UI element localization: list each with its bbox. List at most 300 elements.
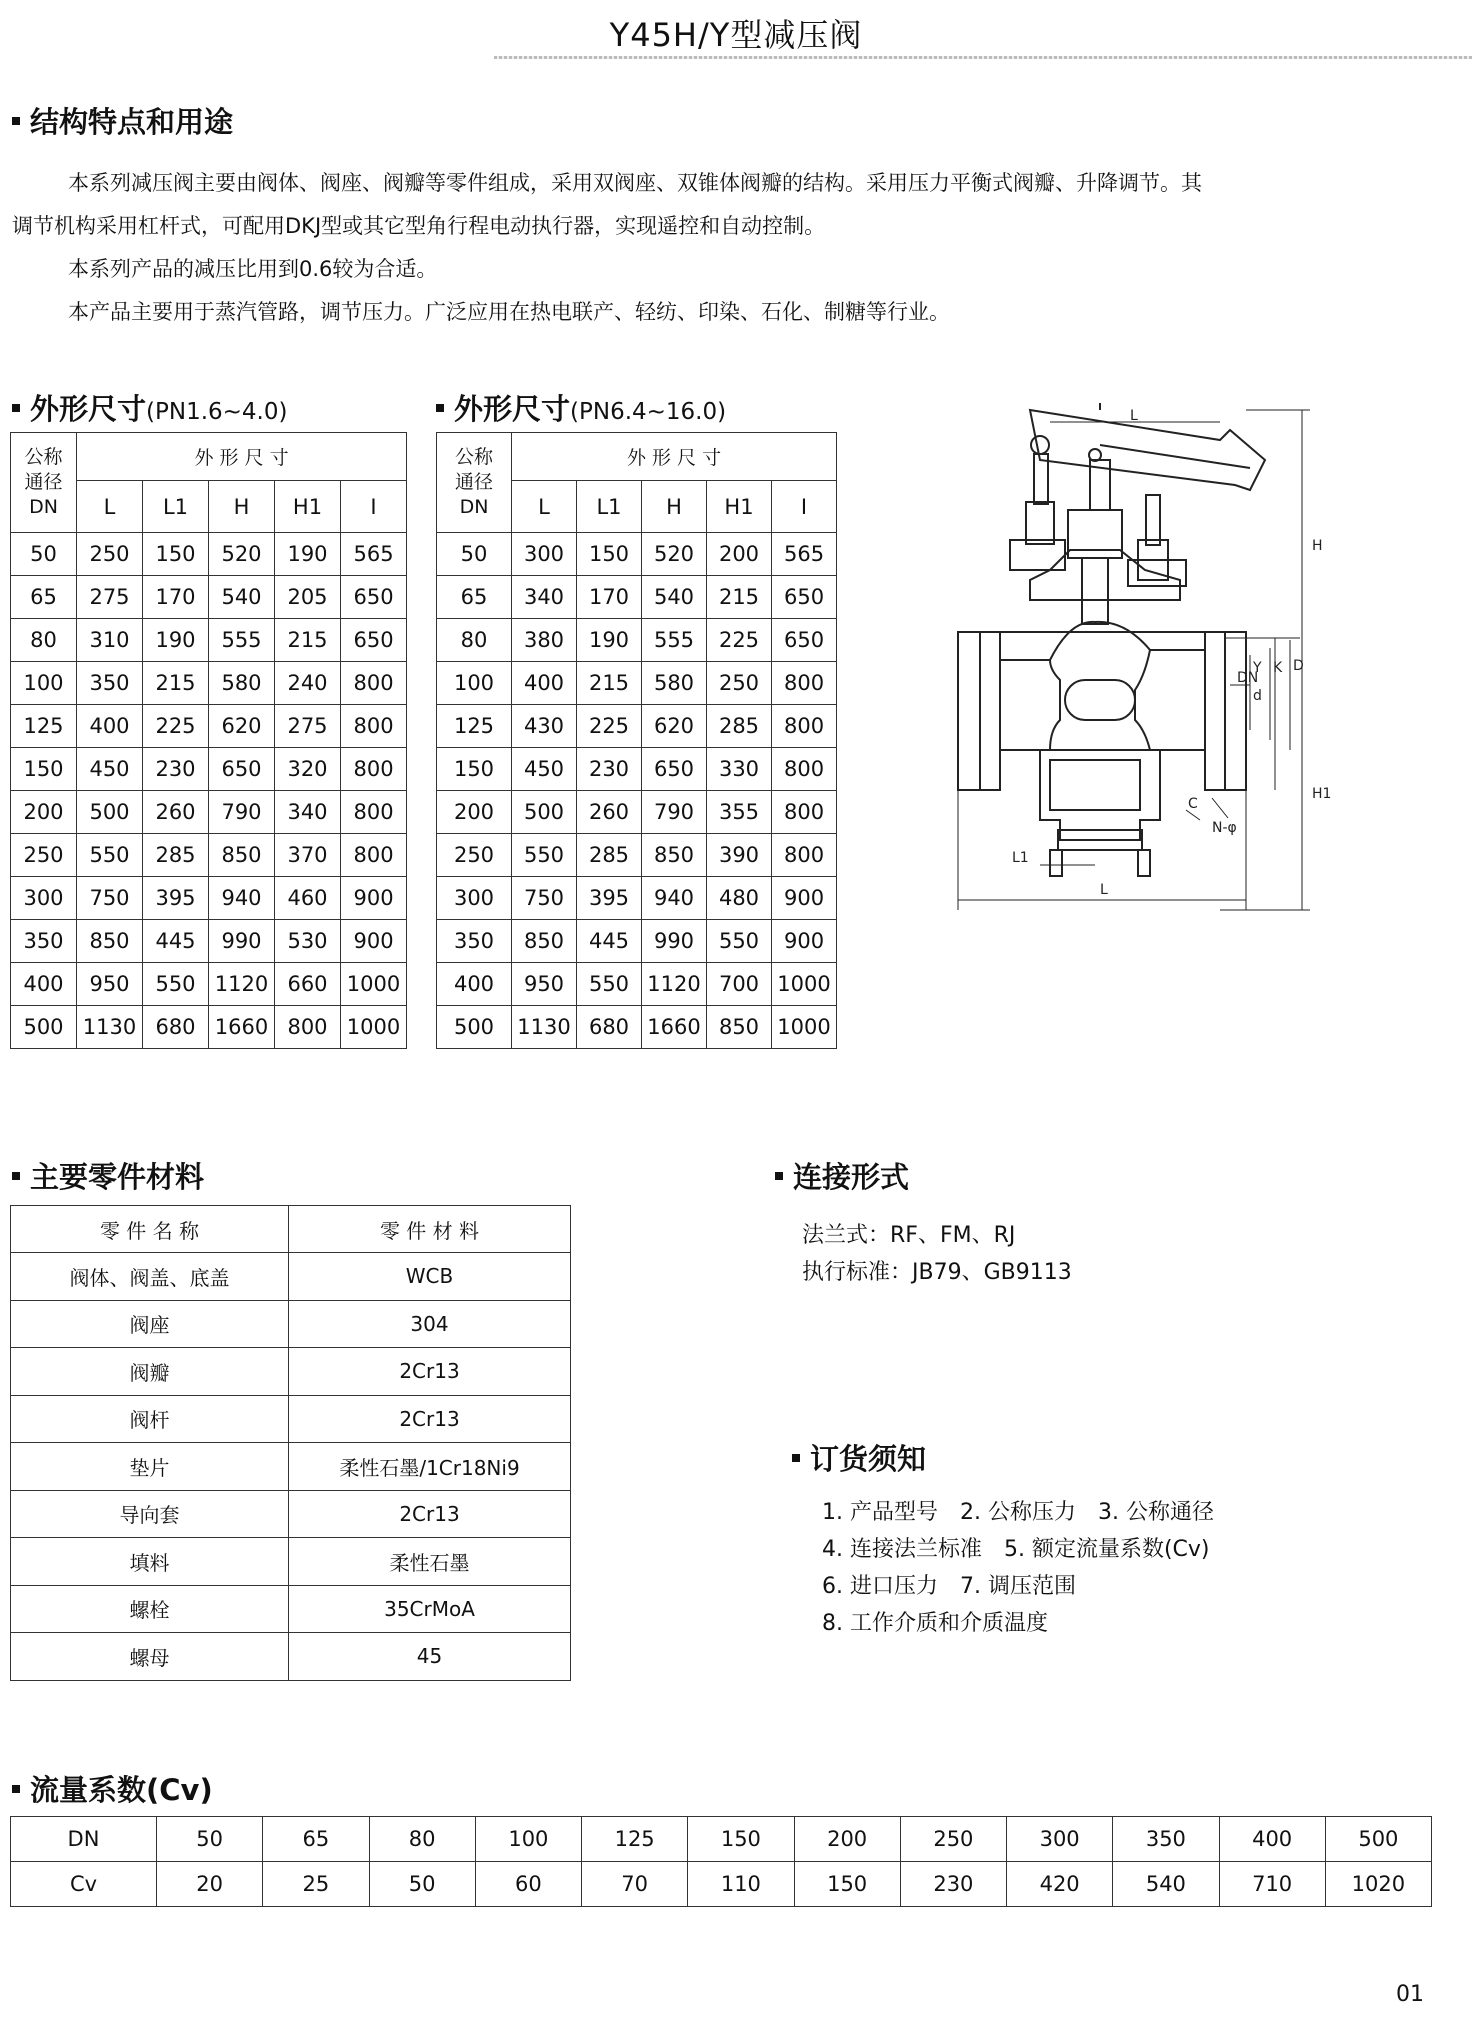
table-cell: 350 <box>11 920 77 963</box>
table-cell: 620 <box>642 705 707 748</box>
column-header: I <box>772 481 837 533</box>
table-row <box>437 533 837 576</box>
table-row <box>11 1633 571 1681</box>
drawing-label: K <box>1273 660 1283 676</box>
table-cell: 65 <box>11 576 77 619</box>
paragraph: 本产品主要用于蒸汽管路，调节压力。广泛应用在热电联产、轻纺、印染、石化、制糖等行业。 <box>68 300 950 324</box>
connection-line: 执行标准：JB79、GB9113 <box>802 1260 1072 1285</box>
table-cell: 200 <box>437 791 512 834</box>
table-cell: 680 <box>577 1006 642 1049</box>
table-cell: 填料 <box>11 1538 289 1586</box>
column-header: L <box>512 481 577 533</box>
table-cell: 150 <box>11 748 77 791</box>
table-cell: 304 <box>289 1300 571 1348</box>
table-cell: 940 <box>642 877 707 920</box>
table-cell: 565 <box>772 533 837 576</box>
dim-heading-1-text: 外形尺寸 <box>30 392 147 426</box>
table-cell: 350 <box>437 920 512 963</box>
table-row <box>11 748 407 791</box>
table-cell: 800 <box>772 834 837 877</box>
table-row <box>11 963 407 1006</box>
table-cell: 700 <box>707 963 772 1006</box>
dim-heading-2-sub: (PN6.4~16.0) <box>570 399 727 425</box>
bullet-square-icon <box>436 404 444 412</box>
table-cell: 230 <box>900 1862 1006 1907</box>
table-cell: 500 <box>11 1006 77 1049</box>
table-cell: 80 <box>11 619 77 662</box>
table-cell: 355 <box>707 791 772 834</box>
table-cell: 650 <box>341 619 407 662</box>
table-cell: 520 <box>642 533 707 576</box>
table-cell: 550 <box>707 920 772 963</box>
table-cell: 550 <box>512 834 577 877</box>
title-divider <box>494 56 1472 59</box>
table-row <box>437 791 837 834</box>
connection-heading <box>775 1155 909 1196</box>
valve-drawing <box>950 400 1390 920</box>
structure-body <box>12 162 1442 334</box>
table-cell: 275 <box>275 705 341 748</box>
table-cell: 70 <box>582 1862 688 1907</box>
table-row <box>11 1006 407 1049</box>
table-cell: 50 <box>157 1817 263 1862</box>
table-cell: 250 <box>77 533 143 576</box>
table-cell: 650 <box>341 576 407 619</box>
drawing-label: L <box>1100 882 1108 898</box>
table-cell: 580 <box>642 662 707 705</box>
table-row <box>11 1862 1432 1907</box>
table-cell: 500 <box>1325 1817 1431 1862</box>
table-header-row <box>11 1206 571 1253</box>
table-cell: 275 <box>77 576 143 619</box>
table-row <box>11 1300 571 1348</box>
table-row <box>11 834 407 877</box>
table-cell: 300 <box>1007 1817 1113 1862</box>
table-cell: 45 <box>289 1633 571 1681</box>
table-cell: 340 <box>275 791 341 834</box>
table-cell: 150 <box>437 748 512 791</box>
table-cell: 500 <box>77 791 143 834</box>
table-cell: 260 <box>577 791 642 834</box>
table-cell: 620 <box>209 705 275 748</box>
table-cell: 150 <box>577 533 642 576</box>
table-cell: 300 <box>11 877 77 920</box>
column-header: H1 <box>275 481 341 533</box>
table-cell: 2Cr13 <box>289 1395 571 1443</box>
nominal-header-line: 公称 <box>24 446 63 468</box>
page-title: Y45H/Y型减压阀 <box>609 16 863 54</box>
order-line: 6. 进口压力 7. 调压范围 <box>822 1574 1076 1599</box>
bullet-square-icon <box>775 1172 783 1180</box>
drawing-label: C <box>1188 796 1198 812</box>
table-cell: 790 <box>209 791 275 834</box>
table-cell: 阀杆 <box>11 1395 289 1443</box>
bullet-square-icon <box>12 404 20 412</box>
table-cell: 800 <box>275 1006 341 1049</box>
table-cell: 1660 <box>642 1006 707 1049</box>
table-row <box>437 748 837 791</box>
table-cell: 2Cr13 <box>289 1348 571 1396</box>
table-cell: 530 <box>275 920 341 963</box>
table-cell: 400 <box>11 963 77 1006</box>
table-cell: 170 <box>143 576 209 619</box>
table-cell: 35CrMoA <box>289 1585 571 1633</box>
table-cell: 100 <box>437 662 512 705</box>
table-cell: 240 <box>275 662 341 705</box>
table-cell: 380 <box>512 619 577 662</box>
table-cell: 800 <box>772 791 837 834</box>
table-cell: 215 <box>577 662 642 705</box>
table-cell: 300 <box>512 533 577 576</box>
table-row <box>11 662 407 705</box>
table-cell: 80 <box>437 619 512 662</box>
drawing-label: L <box>1130 408 1138 424</box>
table-row <box>11 1443 571 1491</box>
drawing-label: N-φ <box>1212 820 1237 836</box>
table-cell: 395 <box>577 877 642 920</box>
table-cell: 580 <box>209 662 275 705</box>
table-cell: 1660 <box>209 1006 275 1049</box>
table-cell: 800 <box>772 748 837 791</box>
table-cell: 170 <box>577 576 642 619</box>
table-cell: 285 <box>143 834 209 877</box>
table-cell: 450 <box>77 748 143 791</box>
drawing-label: d <box>1253 688 1262 704</box>
table-cell: 900 <box>341 920 407 963</box>
table-cell: 125 <box>582 1817 688 1862</box>
table-cell: 850 <box>512 920 577 963</box>
table-cell: 500 <box>512 791 577 834</box>
table-cell: 100 <box>11 662 77 705</box>
table-cell: 990 <box>642 920 707 963</box>
table-cell: 25 <box>263 1862 369 1907</box>
table-cell: 540 <box>1113 1862 1219 1907</box>
table-cell: 850 <box>77 920 143 963</box>
table-cell: 400 <box>1219 1817 1325 1862</box>
dim-heading-2 <box>436 387 726 428</box>
page-number: 01 <box>1396 1982 1424 2007</box>
table-header-row <box>437 433 837 481</box>
table-cell: 800 <box>341 748 407 791</box>
table-cell: 螺母 <box>11 1633 289 1681</box>
order-line: 4. 连接法兰标准 5. 额定流量系数(Cv) <box>822 1537 1210 1562</box>
table-cell: 650 <box>642 748 707 791</box>
table-cell: 215 <box>707 576 772 619</box>
table-cell: 430 <box>512 705 577 748</box>
column-header: H <box>209 481 275 533</box>
paragraph: 本系列产品的减压比用到0.6较为合适。 <box>68 257 438 281</box>
drawing-label: D <box>1293 658 1304 674</box>
order-line: 1. 产品型号 2. 公称压力 3. 公称通径 <box>822 1500 1214 1525</box>
table-cell: 400 <box>512 662 577 705</box>
table-header-row <box>11 433 407 481</box>
table-row <box>437 619 837 662</box>
column-header: H1 <box>707 481 772 533</box>
order-line: 8. 工作介质和介质温度 <box>822 1611 1048 1636</box>
drawing-label: H <box>1312 538 1323 554</box>
table-cell: 190 <box>143 619 209 662</box>
table-row <box>11 576 407 619</box>
table-cell: 1020 <box>1325 1862 1431 1907</box>
table-cell: 150 <box>794 1862 900 1907</box>
table-cell: 395 <box>143 877 209 920</box>
table-cell: 420 <box>1007 1862 1113 1907</box>
structure-heading <box>12 100 233 141</box>
table-cell: WCB <box>289 1253 571 1301</box>
table-cell: 710 <box>1219 1862 1325 1907</box>
table-cell: 850 <box>642 834 707 877</box>
table-cell: 800 <box>341 791 407 834</box>
row-header: DN <box>11 1817 157 1862</box>
table-cell: 阀座 <box>11 1300 289 1348</box>
table-cell: 900 <box>772 920 837 963</box>
table-cell: 340 <box>512 576 577 619</box>
table-row <box>437 1006 837 1049</box>
nominal-header-line: 通径 <box>24 471 63 493</box>
table-cell: 460 <box>275 877 341 920</box>
table-cell: 225 <box>143 705 209 748</box>
table-cell: 500 <box>437 1006 512 1049</box>
table-cell: 550 <box>577 963 642 1006</box>
table-cell: 65 <box>263 1817 369 1862</box>
materials-heading-text: 主要零件材料 <box>30 1160 205 1194</box>
table-cell: 205 <box>275 576 341 619</box>
table-cell: 565 <box>341 533 407 576</box>
table-row <box>11 1490 571 1538</box>
table-cell: 50 <box>437 533 512 576</box>
table-cell: 190 <box>275 533 341 576</box>
nominal-header-line: DN <box>459 496 489 518</box>
order-heading <box>792 1437 926 1478</box>
table-cell: 50 <box>369 1862 475 1907</box>
table-cell: 1130 <box>77 1006 143 1049</box>
table-cell: 800 <box>772 662 837 705</box>
table-cell: 1130 <box>512 1006 577 1049</box>
table-cell: 60 <box>475 1862 581 1907</box>
bullet-square-icon <box>12 1785 20 1793</box>
table-cell: 850 <box>707 1006 772 1049</box>
table-cell: 285 <box>707 705 772 748</box>
table-cell: 190 <box>577 619 642 662</box>
connection-heading-text: 连接形式 <box>793 1160 910 1194</box>
order-heading-text: 订货须知 <box>810 1442 927 1476</box>
flow-table <box>10 1816 1432 1907</box>
materials-heading <box>12 1155 204 1196</box>
drawing-label: Y <box>1253 660 1262 676</box>
bullet-square-icon <box>12 117 20 125</box>
group-header: 外 形 尺 寸 <box>512 433 837 481</box>
table-cell: 390 <box>707 834 772 877</box>
table-cell: 230 <box>577 748 642 791</box>
column-header: 零 件 名 称 <box>11 1206 289 1253</box>
flow-heading-text: 流量系数(Cv) <box>30 1773 213 1807</box>
drawing-label: L1 <box>1012 850 1029 866</box>
table-cell: 300 <box>437 877 512 920</box>
table-cell: 螺栓 <box>11 1585 289 1633</box>
dim-table-2 <box>436 432 837 1049</box>
table-cell: 285 <box>577 834 642 877</box>
table-cell: 800 <box>341 662 407 705</box>
table-cell: 150 <box>688 1817 794 1862</box>
table-cell: 320 <box>275 748 341 791</box>
table-cell: 125 <box>437 705 512 748</box>
table-cell: 350 <box>77 662 143 705</box>
table-row <box>11 1395 571 1443</box>
nominal-header-line: 公称 <box>454 446 493 468</box>
table-cell: 230 <box>143 748 209 791</box>
table-cell: 225 <box>707 619 772 662</box>
table-cell: 200 <box>707 533 772 576</box>
paragraph: 本系列减压阀主要由阀体、阀座、阀瓣等零件组成，采用双阀座、双锥体阀瓣的结构。采用压力平衡式阀瓣、升降调节。其 <box>68 171 1202 195</box>
table-cell: 800 <box>341 834 407 877</box>
group-header: 外 形 尺 寸 <box>77 433 407 481</box>
table-cell: 200 <box>11 791 77 834</box>
table-cell: 330 <box>707 748 772 791</box>
drawing-label: H1 <box>1312 786 1332 802</box>
table-row <box>11 920 407 963</box>
table-row <box>11 533 407 576</box>
table-cell: 65 <box>437 576 512 619</box>
paragraph: 调节机构采用杠杆式，可配用DKJ型或其它型角行程电动执行器，实现遥控和自动控制。 <box>12 214 826 238</box>
table-cell: 650 <box>209 748 275 791</box>
table-cell: 1000 <box>772 963 837 1006</box>
table-cell: 990 <box>209 920 275 963</box>
table-cell: 215 <box>143 662 209 705</box>
table-cell: 850 <box>209 834 275 877</box>
table-row <box>11 1348 571 1396</box>
table-cell: 垫片 <box>11 1443 289 1491</box>
table-cell: 445 <box>577 920 642 963</box>
table-cell: 950 <box>512 963 577 1006</box>
table-cell: 400 <box>77 705 143 748</box>
table-row <box>11 1585 571 1633</box>
table-cell: 800 <box>341 705 407 748</box>
order-body <box>822 1494 1214 1642</box>
column-header: L1 <box>143 481 209 533</box>
table-cell: 950 <box>77 963 143 1006</box>
table-row <box>437 705 837 748</box>
table-cell: 100 <box>475 1817 581 1862</box>
table-row <box>437 662 837 705</box>
table-cell: 20 <box>157 1862 263 1907</box>
table-row <box>11 1253 571 1301</box>
table-cell: 225 <box>577 705 642 748</box>
table-cell: 50 <box>11 533 77 576</box>
nominal-header <box>11 433 77 533</box>
table-cell: 550 <box>77 834 143 877</box>
table-cell: 215 <box>275 619 341 662</box>
table-cell: 790 <box>642 791 707 834</box>
table-cell: 250 <box>11 834 77 877</box>
table-cell: 阀体、阀盖、底盖 <box>11 1253 289 1301</box>
table-row <box>437 963 837 1006</box>
table-cell: 370 <box>275 834 341 877</box>
table-row <box>437 576 837 619</box>
table-cell: 445 <box>143 920 209 963</box>
table-cell: 750 <box>512 877 577 920</box>
table-cell: 1000 <box>341 963 407 1006</box>
table-cell: 540 <box>642 576 707 619</box>
row-header: Cv <box>11 1862 157 1907</box>
table-cell: 900 <box>772 877 837 920</box>
table-cell: 540 <box>209 576 275 619</box>
dim-heading-2-text: 外形尺寸 <box>454 392 571 426</box>
table-cell: 660 <box>275 963 341 1006</box>
table-cell: 400 <box>437 963 512 1006</box>
table-cell: 260 <box>143 791 209 834</box>
column-header: L <box>77 481 143 533</box>
table-cell: 650 <box>772 619 837 662</box>
table-cell: 柔性石墨 <box>289 1538 571 1586</box>
table-cell: 750 <box>77 877 143 920</box>
table-cell: 650 <box>772 576 837 619</box>
connection-body <box>802 1217 1072 1291</box>
column-header: 零 件 材 料 <box>289 1206 571 1253</box>
drawing-label: DN <box>1237 670 1259 686</box>
table-cell: 940 <box>209 877 275 920</box>
table-row <box>11 705 407 748</box>
table-cell: 柔性石墨/1Cr18Ni9 <box>289 1443 571 1491</box>
structure-heading-text: 结构特点和用途 <box>30 105 234 139</box>
nominal-header <box>437 433 512 533</box>
nominal-header-line: DN <box>29 496 58 518</box>
table-row <box>437 877 837 920</box>
table-cell: 1000 <box>341 1006 407 1049</box>
table-cell: 555 <box>642 619 707 662</box>
table-cell: 125 <box>11 705 77 748</box>
table-cell: 200 <box>794 1817 900 1862</box>
bullet-square-icon <box>792 1454 800 1462</box>
table-cell: 80 <box>369 1817 475 1862</box>
column-header: H <box>642 481 707 533</box>
table-cell: 550 <box>143 963 209 1006</box>
table-cell: 250 <box>707 662 772 705</box>
table-cell: 350 <box>1113 1817 1219 1862</box>
table-row <box>437 920 837 963</box>
table-cell: 250 <box>900 1817 1006 1862</box>
table-cell: 110 <box>688 1862 794 1907</box>
connection-line: 法兰式：RF、FM、RJ <box>802 1223 1016 1248</box>
table-row <box>11 877 407 920</box>
nominal-header-line: 通径 <box>454 471 493 493</box>
table-row <box>437 834 837 877</box>
table-cell: 680 <box>143 1006 209 1049</box>
table-row <box>11 791 407 834</box>
table-row <box>11 619 407 662</box>
table-cell: 1000 <box>772 1006 837 1049</box>
bullet-square-icon <box>12 1172 20 1180</box>
table-row <box>11 1538 571 1586</box>
table-cell: 555 <box>209 619 275 662</box>
dim-heading-1-sub: (PN1.6~4.0) <box>146 399 288 425</box>
table-cell: 310 <box>77 619 143 662</box>
table-cell: 150 <box>143 533 209 576</box>
flow-heading <box>12 1768 213 1809</box>
column-header: L1 <box>577 481 642 533</box>
materials-table <box>10 1205 571 1681</box>
table-cell: 阀瓣 <box>11 1348 289 1396</box>
table-cell: 520 <box>209 533 275 576</box>
table-cell: 1120 <box>209 963 275 1006</box>
table-cell: 450 <box>512 748 577 791</box>
table-cell: 900 <box>341 877 407 920</box>
column-header: I <box>341 481 407 533</box>
table-row <box>11 1817 1432 1862</box>
table-cell: 导向套 <box>11 1490 289 1538</box>
table-cell: 1120 <box>642 963 707 1006</box>
dim-heading-1 <box>12 387 287 428</box>
table-cell: 2Cr13 <box>289 1490 571 1538</box>
